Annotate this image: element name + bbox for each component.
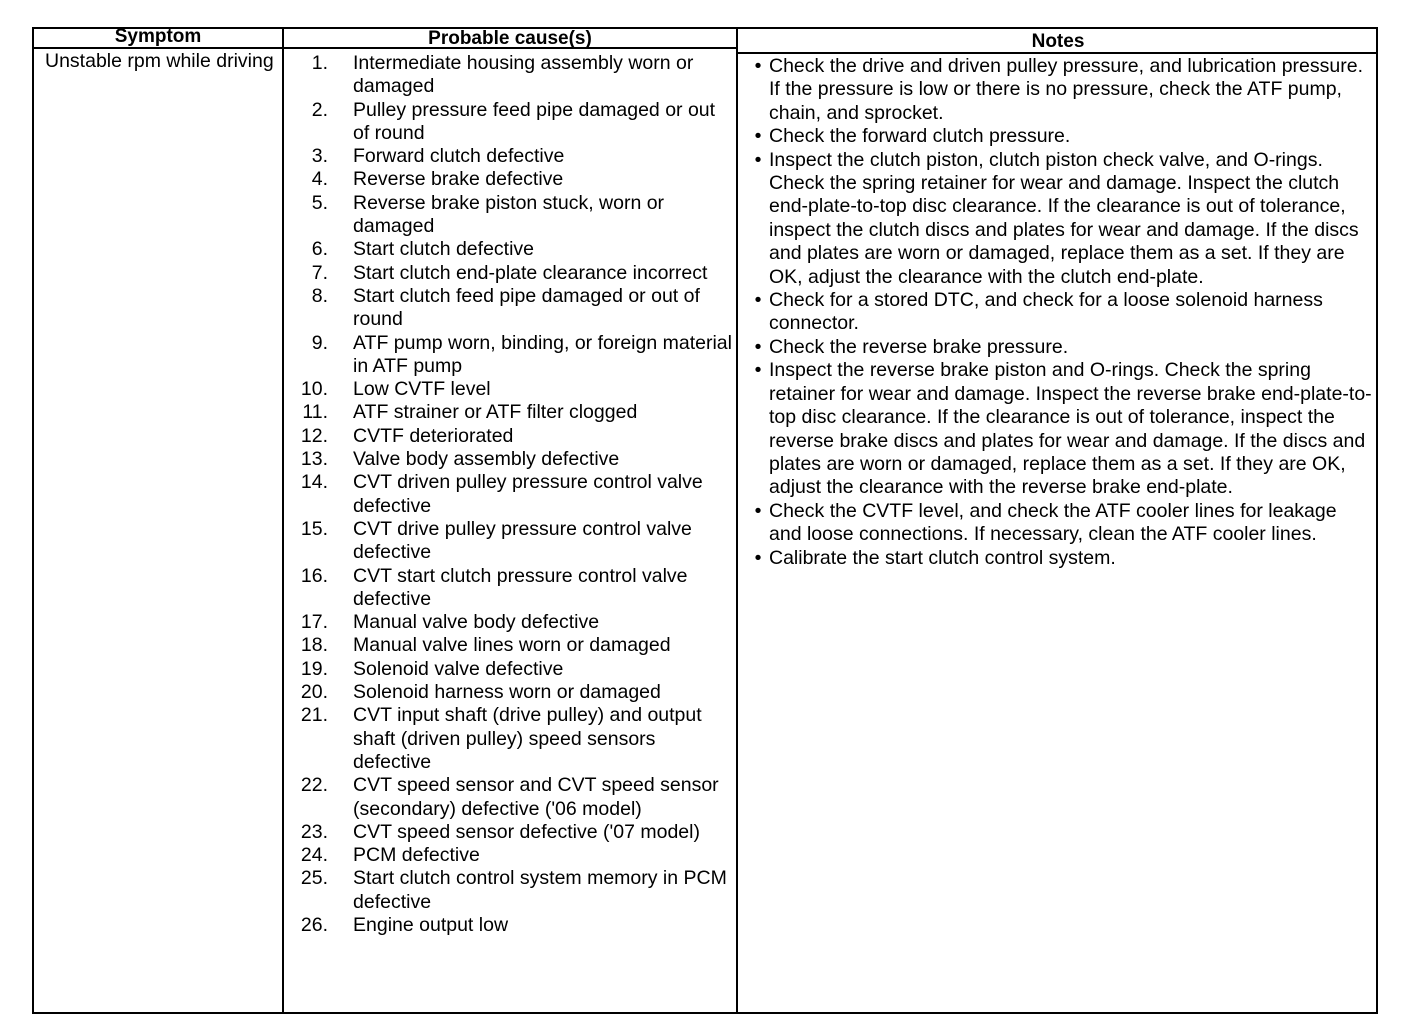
cause-item xyxy=(292,425,732,448)
note-text: Inspect the clutch piston, clutch piston check valve, and O-rings. Check the spring retainer for wear and damage. Inspect the clutch end-plate-to-top disc clearance. If the clearance is out of tolerance, inspect the clutch discs and plates for wear and damage. If the discs and plates are worn or damaged, replace them as a set. If they are OK, adjust the clearance with the clutch end-plate. xyxy=(769,148,1359,288)
cause-number: 11. xyxy=(302,401,328,424)
bullet-icon: • xyxy=(754,359,762,382)
cause-item xyxy=(292,867,732,914)
cause-number: 9. xyxy=(311,331,328,354)
cause-item xyxy=(292,332,732,379)
note-item xyxy=(752,359,1372,499)
cause-number: 8. xyxy=(311,284,328,307)
cause-item xyxy=(292,471,732,518)
cause-text: Engine output low xyxy=(353,913,509,936)
cause-item xyxy=(292,168,732,191)
cause-item xyxy=(292,448,732,471)
cause-item xyxy=(292,262,732,285)
bullet-icon: • xyxy=(754,546,762,569)
header-notes: Notes xyxy=(1031,31,1085,52)
note-text: Check the drive and driven pulley pressure, and lubrication pressure. If the pressure is low or there is no pressure, check the ATF pump, chain, and sprocket. xyxy=(769,55,1363,124)
header-probable-causes: Probable cause(s) xyxy=(428,28,592,49)
cause-item xyxy=(292,145,732,168)
note-item xyxy=(752,500,1372,547)
notes-list xyxy=(752,55,1372,570)
cause-number: 4. xyxy=(311,168,328,191)
cause-item xyxy=(292,52,732,99)
cause-item xyxy=(292,658,732,681)
note-text: Check for a stored DTC, and check for a loose solenoid harness connector. xyxy=(769,289,1323,335)
cause-text: Solenoid harness worn or damaged xyxy=(353,681,661,704)
cause-text: Start clutch defective xyxy=(353,238,535,261)
symptom-text: Unstable rpm while driving xyxy=(45,50,274,72)
cause-number: 24. xyxy=(300,844,328,867)
cause-text: CVT drive pulley pressure control valve defective xyxy=(353,517,692,564)
cause-text: CVT driven pulley pressure control valve defective xyxy=(353,471,703,517)
cause-number: 3. xyxy=(311,145,328,168)
cause-text: Low CVTF level xyxy=(353,378,491,401)
cause-item xyxy=(292,238,732,261)
note-item xyxy=(752,149,1372,289)
note-item xyxy=(752,289,1372,336)
header-symptom: Symptom xyxy=(114,26,202,47)
cause-number: 25. xyxy=(300,867,328,890)
cause-text: Start clutch feed pipe damaged or out of round xyxy=(353,284,700,331)
cause-text: PCM defective xyxy=(353,844,480,867)
bullet-icon: • xyxy=(754,289,762,312)
note-item xyxy=(752,547,1372,570)
cause-text: Intermediate housing assembly worn or damaged xyxy=(353,52,694,98)
cause-number: 22. xyxy=(300,774,328,797)
cause-number: 13. xyxy=(300,448,328,471)
cause-number: 1. xyxy=(311,52,328,74)
cause-item xyxy=(292,611,732,634)
bullet-icon: • xyxy=(754,335,762,358)
cause-text: Reverse brake piston stuck, worn or damaged xyxy=(353,191,665,238)
cause-text: Manual valve lines worn or damaged xyxy=(353,634,671,657)
bullet-icon: • xyxy=(754,125,762,148)
probable-causes-list xyxy=(292,52,732,937)
cause-text: Start clutch control system memory in PCM defective xyxy=(353,867,727,913)
cause-item xyxy=(292,821,732,844)
cause-item xyxy=(292,774,732,821)
cause-text: Reverse brake defective xyxy=(353,168,564,191)
cause-item xyxy=(292,401,732,424)
cause-text: ATF strainer or ATF filter clogged xyxy=(353,401,638,424)
cause-item xyxy=(292,914,732,937)
cause-text: Solenoid valve defective xyxy=(353,657,564,680)
cause-number: 12. xyxy=(300,424,328,447)
cause-text: CVT start clutch pressure control valve defective xyxy=(353,564,688,610)
cause-number: 21. xyxy=(300,704,328,727)
cause-text: ATF pump worn, binding, or foreign material in ATF pump xyxy=(353,331,732,377)
cause-text: CVT input shaft (drive pulley) and output shaft (driven pulley) speed sensors defective xyxy=(353,704,702,773)
note-text: Inspect the reverse brake piston and O-rings. Check the spring retainer for wear and damage. Inspect the reverse brake end-plate-to-top disc clearance. If the clearance is out of tolerance, inspect the reverse brake discs and plates for wear and damage. If the discs and plates are worn or damaged, replace them as a set. If they are OK, adjust the clearance with the reverse brake end-plate. xyxy=(769,359,1372,499)
cause-item xyxy=(292,704,732,774)
cause-number: 15. xyxy=(300,517,328,540)
note-text: Check the forward clutch pressure. xyxy=(769,125,1071,148)
bullet-icon: • xyxy=(754,499,762,522)
cause-number: 17. xyxy=(300,611,328,634)
cause-item xyxy=(292,378,732,401)
cause-item xyxy=(292,192,732,239)
cause-text: Manual valve body defective xyxy=(353,611,600,634)
cause-number: 10. xyxy=(300,378,328,401)
bullet-icon: • xyxy=(754,55,762,77)
cause-number: 14. xyxy=(300,471,328,494)
cause-number: 6. xyxy=(311,238,328,261)
cause-text: Valve body assembly defective xyxy=(353,448,620,471)
cause-item xyxy=(292,99,732,146)
bullet-icon: • xyxy=(754,148,762,171)
cause-number: 23. xyxy=(300,820,328,843)
note-text: Check the reverse brake pressure. xyxy=(769,335,1069,358)
note-item xyxy=(752,336,1372,359)
cause-item xyxy=(292,844,732,867)
note-text: Calibrate the start clutch control system. xyxy=(769,546,1116,569)
cause-number: 16. xyxy=(300,564,328,587)
cause-number: 2. xyxy=(311,98,328,121)
note-item xyxy=(752,55,1372,125)
cause-item xyxy=(292,634,732,657)
column-divider-2 xyxy=(736,27,738,1014)
cause-text: CVT speed sensor defective ('07 model) xyxy=(353,820,700,843)
cause-number: 5. xyxy=(311,191,328,214)
cause-number: 26. xyxy=(300,913,328,936)
cause-text: CVTF deteriorated xyxy=(353,424,514,447)
column-divider-1 xyxy=(282,27,284,1014)
cause-text: Pulley pressure feed pipe damaged or out of round xyxy=(353,98,716,144)
cause-number: 7. xyxy=(311,261,328,284)
cause-item xyxy=(292,565,732,612)
cause-item xyxy=(292,681,732,704)
cause-number: 18. xyxy=(300,634,328,657)
cause-text: Start clutch end-plate clearance incorrect xyxy=(353,261,708,284)
cause-item xyxy=(292,518,732,565)
cause-text: CVT speed sensor and CVT speed sensor (secondary) defective ('06 model) xyxy=(353,774,719,820)
note-text: Check the CVTF level, and check the ATF cooler lines for leakage and loose connections. If necessary, clean the ATF cooler lines. xyxy=(769,499,1337,546)
cause-item xyxy=(292,285,732,332)
cause-number: 20. xyxy=(300,681,328,704)
cause-text: Forward clutch defective xyxy=(353,145,565,168)
note-item xyxy=(752,125,1372,148)
cause-number: 19. xyxy=(300,657,328,680)
